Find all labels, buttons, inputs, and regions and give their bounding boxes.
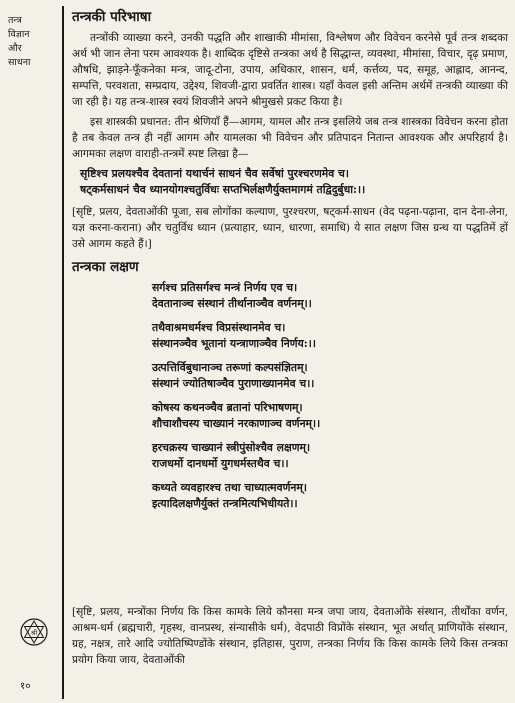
verse [152,480,508,512]
section-heading-definition: तन्त्रकी परिभाषा [72,9,152,25]
paragraph-2: इस शास्त्रकी प्रधानत: तीन श्रेणियाँ हैं—आगम, यामल और तन्त्र इसलिये जब तन्त्र शास्त्रका विवेचन करना होता है तब केवल तन्त्र ही नहीं आगम और यामलका भी विवेचन और प्रतिपादन नितान्त आवश्यक और अपरिहार्य है। आगमका लक्षण वाराही-तन्त्रमें स्पष्ट लिखा है— [72,116,508,160]
verse-line: तथैवाश्रमधर्मश्च विप्रसंस्थानमेव च। [152,321,286,334]
sloka-translation: [सृष्टि, प्रलय, देवताओंकी पूजा, सब लोगोंका कल्याण, पुरश्चरण, षट्कर्म-साधन (वेद पढ़ना-पढ़ाना, दान देना-लेना, यज्ञ करना-कराना) और चतुर्विध ध्यान (प्रत्याहार, ध्यान, धारणा, समाधि) ये सात लक्षण जिस ग्रन्थ या पद्धतिमें हों उसे आगम कहते हैं।] [72,206,508,250]
page-number: १० [20,681,31,692]
verse-line: उत्पत्तिर्विबुधानाञ्च तरूणां कल्पसंज्ञितम्। [152,361,308,374]
verse-line: इत्यादिलक्षणैर्युक्तं तन्त्रमित्यभिधीयते।। [152,497,298,510]
verse-line: राजधर्मो दानधर्मो युगधर्मस्तथैव च।। [152,457,289,470]
verse [152,320,508,352]
margin-divider [62,6,64,699]
publisher-emblem-icon [20,618,48,646]
verse-line: हरचक्रस्य चाख्यानं स्त्रीपुंसोश्चैव लक्षणम्। [152,441,311,454]
verse-line: संस्थानञ्चैव भूतानां यन्त्राणाञ्चैव निर्णय:।। [152,337,316,350]
sidebar-line: विज्ञान [8,29,30,40]
sidebar-line: तन्त्र [8,15,22,26]
chapter-sidebar [8,14,58,70]
verse-list [152,280,508,512]
verse-line: देवतानाञ्च संस्थानं तीर्थानाञ्चैव वर्णनम्।। [152,297,312,310]
verse [152,440,508,472]
verse-line: सर्गश्च प्रतिसर्गश्च मन्त्रं निर्णय एव च। [152,281,298,294]
verse [152,400,508,432]
sloka-line: सृष्टिश्च प्रलयश्चैव देवतानां यथार्चनं साधनं चैव सर्वेषां पुरश्चरणमेव च। [80,167,349,180]
verse [152,360,508,392]
section-heading-characteristics: तन्त्रका लक्षण [72,259,139,275]
emblem-label: श्री [30,629,38,637]
verse [152,280,508,312]
paragraph-1: तन्त्रोंकी व्याख्या करने, उनकी पद्धति और शाखाकी मीमांसा, विश्लेषण और विवेचन करनेसे पूर्व तन्त्र शब्दका अर्थ भी जान लेना परम आवश्यक है। शाब्दिक दृष्टिसे तन्त्रका अर्थ है सिद्धान्त, व्यवस्था, मीमांसा, विचार, दृढ़ प्रमाण, औषधि, झाड़ने-फूँकनेका मन्त्र, जादू-टोना, उपाय, अधिकार, शासन, धर्म, कर्त्तव्य, पद, समूह, आह्लाद, आनन्द, सम्पत्ति, परवशता, सम्प्रदाय, उद्देश्य, शिवजी-द्वारा प्रवर्तित शास्त्र। यहाँ केवल इसी अन्तिम अर्थमें तन्त्रकी व्याख्या की जा रही है। यह तन्त्र-शास्त्र स्वयं शिवजीने अपने श्रीमुखसे प्रकट किया है। [72,32,508,108]
verse-line: संस्थानं ज्योतिषाञ्चैव पुराणाख्यानमेव च।। [152,377,315,390]
verse-line: शौचाशौचस्य चाख्यानं नरकाणाञ्च वर्णनम्।। [152,417,321,430]
sidebar-line: साधना [8,57,31,68]
sidebar-line: और [8,43,22,54]
main-content [72,8,508,520]
sloka-block [72,166,508,198]
verse-line: कथ्यते व्यवहारश्च तथा चाध्यात्मवर्णनम्। [152,481,307,494]
footer-paragraph: [सृष्टि, प्रलय, मन्त्रोंका निर्णय कि किस कामके लिये कौनसा मन्त्र जपा जाय, देवताओंके संस्थान, तीर्थोंका वर्णन, आश्रम-धर्म (ब्रह्मचारी, गृहस्थ, वानप्रस्थ, संन्यासीके धर्म), वेदपाठी विप्रोंके संस्थान, भूत अर्थात् प्राणियोंके संस्थान, ग्रह, नक्षत्र, तारे आदि ज्योतिष्पिण्डोंके संस्थान, इतिहास, पुराण, तन्त्रका निर्णय कि किस कामके लिये किस तन्त्रका प्रयोग किया जाय, देवताओंकी [72,606,508,666]
sloka-line: षट्कर्मसाधनं चैव ध्यानयोगश्चतुर्विधः सप्तभिर्लक्षणैर्युक्तमागमं तद्विदुर्बुधा:।। [80,183,366,196]
verse-line: कोषस्य कथनञ्चैव ब्रतानां परिभाषणम्। [152,401,303,414]
